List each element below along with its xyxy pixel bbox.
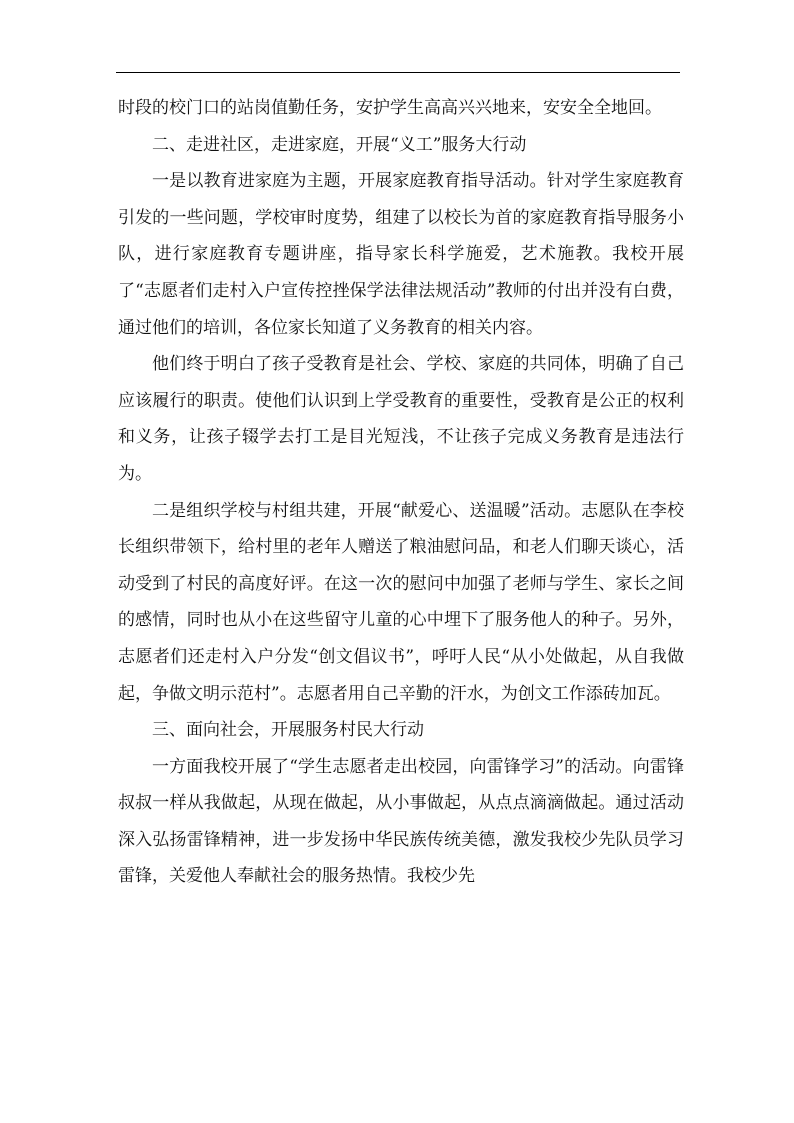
document-body [118, 90, 684, 895]
paragraph: 时段的校门口的站岗值勤任务，安护学生高高兴兴地来，安安全全地回。 [118, 98, 662, 118]
section-heading: 二、走进社区，走进家庭，开展“义工”服务大行动 [152, 134, 527, 155]
header-rule [116, 72, 680, 73]
paragraph: 二是组织学校与村组共建，开展“献爱心、送温暖”活动。志愿队在李校长组织带领下，给村里的老年人赠送了粮油慰问品，和老人们聊天谈心，活动受到了村民的高度好评。在这一次的慰问中加强了老师与学生、家长之间的感情，同时也从小在这些留守儿童的心中埋下了服务他人的种子。另外，志愿者们还走村入户分发“创文倡议书”，呼吁人民“从小处做起，从自我做起，争做文明示范村”。志愿者用自己辛勤的汗水，为创文工作添砖加瓦。 [118, 500, 684, 704]
paragraph: 一方面我校开展了“学生志愿者走出校园，向雷锋学习”的活动。向雷锋叔叔一样从我做起，从现在做起，从小事做起，从点点滴滴做起。通过活动深入弘扬雷锋精神，进一步发扬中华民族传统美德，激发我校少先队员学习雷锋，关爱他人奉献社会的服务热情。我校少先 [118, 756, 684, 887]
section-heading: 三、面向社会，开展服务村民大行动 [152, 720, 424, 741]
paragraph: 他们终于明白了孩子受教育是社会、学校、家庭的共同体，明确了自己应该履行的职责。使他们认识到上学受教育的重要性，受教育是公正的权利和义务，让孩子辍学去打工是目光短浅，不让孩子完成义务教育是违法行为。 [118, 354, 684, 484]
paragraph: 一是以教育进家庭为主题，开展家庭教育指导活动。针对学生家庭教育引发的一些问题，学校审时度势，组建了以校长为首的家庭教育指导服务小队，进行家庭教育专题讲座，指导家长科学施爱，艺术施教。我校开展了“志愿者们走村入户宣传控挫保学法律法规活动”教师的付出并没有白费，通过他们的培训，各位家长知道了义务教育的相关内容。 [118, 171, 684, 338]
